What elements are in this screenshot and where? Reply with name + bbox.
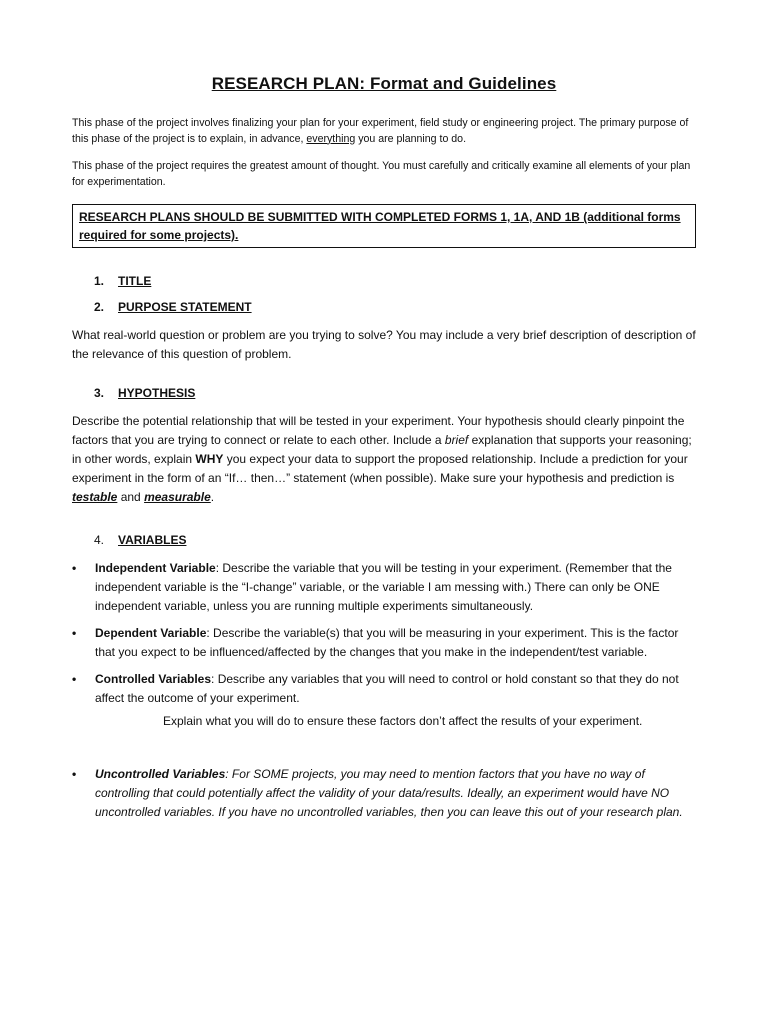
intro-paragraph-2: This phase of the project requires the greatest amount of thought. You must carefully and critically examine all elements of your plan for experimentation. xyxy=(72,160,691,188)
section-heading-hypothesis xyxy=(72,384,696,402)
term-dependent: Dependent Variable xyxy=(95,626,207,640)
term-uncontrolled: Uncontrolled Variables xyxy=(95,767,226,781)
section-number: 1. xyxy=(94,274,105,288)
emphasis-why: WHY xyxy=(195,452,224,466)
section-number: 4. xyxy=(94,533,105,547)
section-label: VARIABLES xyxy=(118,533,187,547)
definition-text: : For SOME projects, you may need to mention factors that you have no way of controlling that could potentially affect the validity of your data/results. Ideally, an experiment would have NO uncontrolled variables. If you have no uncontrolled variables, then you can leave this out of your research plan. xyxy=(95,767,683,819)
list-item-uncontrolled xyxy=(72,765,696,822)
intro-paragraph-1 xyxy=(72,116,696,147)
section-label: HYPOTHESIS xyxy=(118,386,196,400)
page-title: RESEARCH PLAN: Format and Guidelines xyxy=(211,74,557,93)
intro-text-end: you are planning to do. xyxy=(355,132,467,145)
list-item-controlled xyxy=(72,670,696,731)
emphasis-brief: brief xyxy=(444,433,469,447)
hypothesis-text-part: Describe the potential relationship that will be tested in your experiment. Your hypothesis should clearly pinpoint the factors that you are trying to connect or relate to each other. Include a xyxy=(72,414,685,447)
section-label: PURPOSE STATEMENT xyxy=(118,300,252,314)
definition-text: : Describe the variable that you will be testing in your experiment. (Remember that the independent variable is the “I-change” variable, or the variable I am messing with.) There can only be ONE independent variable, unless you are running multiple experiments simultaneously. xyxy=(95,561,672,613)
section-heading-title xyxy=(72,272,696,290)
hypothesis-text-part: you expect your data to support the proposed relationship. Include a prediction for your experiment in the form of an “If… then…” statement (when possible). Make sure your hypothesis and prediction is xyxy=(72,452,688,485)
intro-text: This phase of the project involves finalizing your plan for your experiment, field study or engineering project. The primary purpose of this phase of the project is to explain, in advance, xyxy=(72,117,689,145)
section-heading-variables xyxy=(72,531,696,549)
term-controlled: Controlled Variables xyxy=(95,672,212,686)
hypothesis-text-part: and xyxy=(117,490,145,504)
list-item-independent xyxy=(72,559,696,616)
submission-notice-box: RESEARCH PLANS SHOULD BE SUBMITTED WITH COMPLETED FORMS 1, 1A, AND 1B (additional forms required for some projects). xyxy=(72,204,696,248)
controlled-explain-text: Explain what you will do to ensure these factors don’t affect the results of your experiment. xyxy=(163,714,643,728)
bullet-icon: • xyxy=(72,626,77,640)
emphasis-testable: testable xyxy=(72,490,118,504)
hypothesis-text xyxy=(72,412,696,507)
term-independent: Independent Variable xyxy=(95,561,216,575)
bullet-icon: • xyxy=(72,561,77,575)
bullet-icon: • xyxy=(72,767,77,781)
section-heading-purpose xyxy=(72,298,696,316)
emphasis-measurable: measurable xyxy=(144,490,211,504)
section-number: 2. xyxy=(94,300,105,314)
variables-list xyxy=(72,559,696,822)
section-number: 3. xyxy=(94,386,105,400)
bullet-icon: • xyxy=(72,672,77,686)
definition-text: : Describe the variable(s) that you will be measuring in your experiment. This is the factor that you expect to be influenced/affected by the changes that you make in the independent/test variable. xyxy=(95,626,679,659)
definition-text: : Describe any variables that you will need to control or hold constant so that they do not affect the outcome of your experiment. xyxy=(95,672,679,705)
list-item-dependent xyxy=(72,624,696,662)
purpose-text: What real-world question or problem are you trying to solve? You may include a very brief description of description of the relevance of this question of problem. xyxy=(72,328,696,361)
emphasis-everything: everything xyxy=(306,132,356,145)
section-label: TITLE xyxy=(118,274,152,288)
hypothesis-text-part: . xyxy=(210,490,215,504)
hypothesis-text-part: explanation that supports your reasoning; in other words, explain xyxy=(72,433,692,466)
